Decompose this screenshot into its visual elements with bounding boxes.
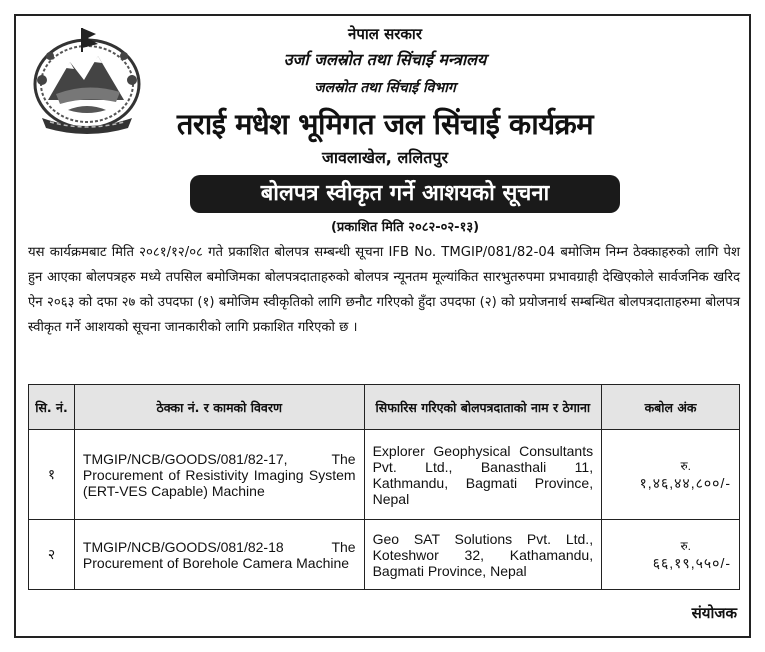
- header-ministry: उर्जा जलस्रोत तथा सिंचाई मन्त्रालय: [283, 50, 487, 69]
- row-amount: १,४६,४४,८००/-: [639, 474, 731, 491]
- row-currency: रु.: [680, 538, 691, 553]
- bid-table: [28, 384, 740, 590]
- table-row: [29, 430, 740, 520]
- row-bidder: Explorer Geophysical Consultants Pvt. Ltd., Banasthali 11, Kathmandu, Bagmati Province, Nepal: [364, 430, 602, 520]
- row-currency: रु.: [680, 458, 691, 473]
- table-header-row: [29, 385, 740, 430]
- nepal-government-emblem-icon: [28, 22, 146, 134]
- row-description: TMGIP/NCB/GOODS/081/82-17, The Procurement of Resistivity Imaging System (ERT-VES Capable) Machine: [74, 430, 364, 520]
- header-department: जलस्रोत तथा सिंचाई विभाग: [314, 80, 456, 96]
- col-header-contract: ठेक्का नं. र कामको विवरण: [74, 385, 364, 430]
- notice-title: बोलपत्र स्वीकृत गर्ने आशयको सूचना: [190, 175, 620, 213]
- header-government: नेपाल सरकार: [348, 25, 422, 43]
- notice-body: यस कार्यक्रमबाट मिति २०८१/१२/०८ गते प्रकाशित बोलपत्र सम्बन्धी सूचना IFB No. TMGIP/081/82-04 बमोजिम निम्न ठेक्काहरुको लागि पेश हुन आएका बोलपत्रहरु मध्ये तपसिल बमोजिमका बोलपत्रदाताहरुको बोलपत्र न्यूनतम मूल्यांकित सारभुतरुपमा प्रभावग्राही देखिएकोले सार्वजनिक खरिद ऐन २०६३ को दफा २७ को उपदफा (१) बमोजिम स्वीकृतिको लागि छनौट गरिएको हुँदा उपदफा (२) को प्रयोजनार्थ सम्बन्धित बोलपत्रदाताहरुमा बोलपत्र स्वीकृत गर्ने आशयको सूचना जानकारीको लागि प्रकाशित गरिएको छ ।: [28, 245, 740, 335]
- row-sn: २: [29, 520, 75, 590]
- signatory: संयोजक: [691, 604, 737, 622]
- col-header-bidder: सिफारिस गरिएको बोलपत्रदाताको नाम र ठेगाना: [364, 385, 602, 430]
- col-header-sn: सि. नं.: [29, 385, 75, 430]
- row-description: TMGIP/NCB/GOODS/081/82-18 The Procurement of Borehole Camera Machine: [74, 520, 364, 590]
- published-date: (प्रकाशित मिति २०८२-०२-१३): [330, 220, 480, 235]
- table-row: [29, 520, 740, 590]
- header-program: तराई मधेश भूमिगत जल सिंचाई कार्यक्रम: [176, 107, 594, 141]
- header-address: जावलाखेल, ललितपुर: [321, 148, 449, 167]
- row-amount-cell: [602, 520, 740, 590]
- row-amount: ६६,१९,५५०/-: [652, 554, 731, 571]
- row-sn: १: [29, 430, 75, 520]
- row-amount-cell: [602, 430, 740, 520]
- col-header-amount: कबोल अंक: [602, 385, 740, 430]
- row-bidder: Geo SAT Solutions Pvt. Ltd., Koteshwor 32, Kathamandu, Bagmati Province, Nepal: [364, 520, 602, 590]
